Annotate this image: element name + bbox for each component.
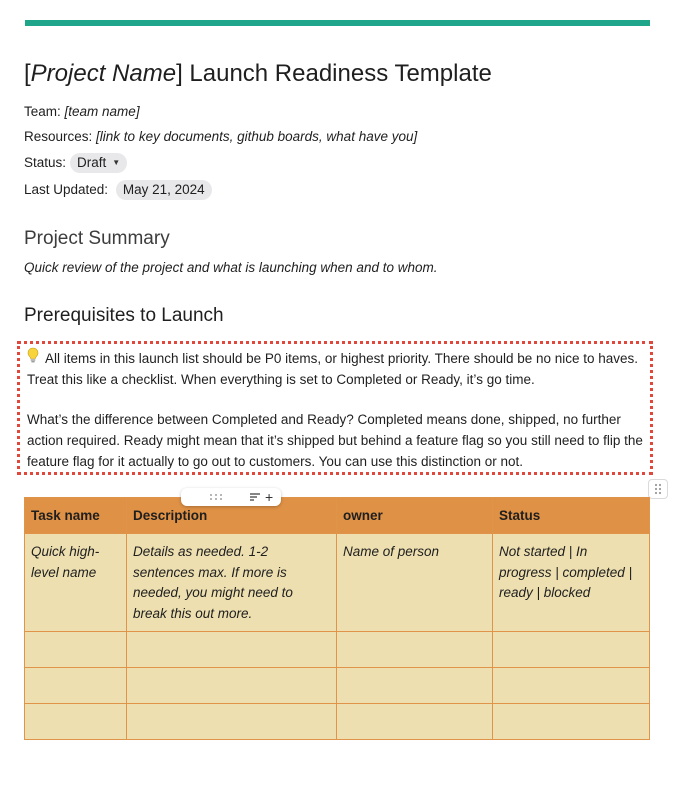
table-cell[interactable] [127,632,337,668]
chevron-down-icon: ▼ [112,158,121,167]
status-dropdown[interactable] [70,153,127,173]
table-row [25,668,650,704]
table-cell[interactable] [127,704,337,740]
sort-icon[interactable] [249,491,261,503]
prerequisites-heading: Prerequisites to Launch [24,305,224,326]
page-title-text: Launch Readiness Template [182,60,492,87]
drag-handle[interactable] [648,479,668,499]
team-line [24,102,140,122]
updated-line [24,180,212,200]
table-row [25,534,650,632]
resources-value[interactable]: [link to key documents, github boards, what have you] [96,129,418,144]
status-label: Status: [24,155,67,170]
page-title[interactable]: [Project Name] Launch Readiness Template [24,60,492,87]
table-row [25,632,650,668]
table-cell[interactable] [493,704,650,740]
date-chip[interactable]: May 21, 2024 [116,180,212,200]
table-cell[interactable] [127,668,337,704]
callout-paragraph-2: What’s the difference between Completed and Ready? Completed means done, shipped, no further action required. Ready might mean that it’s shipped but behind a feature flag so you still need to flip the feature flag for it actually to go out to customers. You can use this distinction or not. [27,412,643,469]
header-owner[interactable]: owner [337,498,493,534]
table-cell[interactable] [493,668,650,704]
table-cell[interactable] [25,704,127,740]
header-description[interactable]: Description [127,498,337,534]
cell-owner[interactable]: Name of person [337,534,493,632]
cell-status[interactable]: Not started | In progress | completed | ready | blocked [493,534,650,632]
grip-icon[interactable] [209,493,223,501]
table-cell[interactable] [25,668,127,704]
plus-icon[interactable]: + [265,489,274,505]
callout-text-1: All items in this launch list should be P0 items, or highest priority. There should be no nice to haves. Treat this like a checklist. When everything is set to Completed or Ready, it’s go time. [27,351,639,387]
header-task-name[interactable]: Task name [25,498,127,534]
callout-box[interactable] [17,341,653,475]
status-line [24,153,127,173]
header-accent-bar [25,20,650,26]
table-cell[interactable] [337,668,493,704]
table-cell[interactable] [25,632,127,668]
updated-label: Last Updated: [24,182,109,197]
project-name-placeholder: Project Name [30,60,177,87]
table-cell[interactable] [337,704,493,740]
column-toolbar [181,488,281,506]
grip-icon [649,480,667,498]
cell-description[interactable]: Details as needed. 1-2 sentences max. If more is needed, you might need to break this out more. [127,534,337,632]
table-header-row [25,498,650,534]
header-status[interactable]: Status [493,498,650,534]
team-value[interactable]: [team name] [64,104,140,119]
lightbulb-icon [27,347,39,369]
callout-paragraph-1 [27,347,653,390]
project-summary-text: Quick review of the project and what is launching when and to whom. [24,260,438,275]
resources-label: Resources: [24,129,93,144]
table-cell[interactable] [337,632,493,668]
team-label: Team: [24,104,61,119]
project-summary-heading: Project Summary [24,228,170,249]
resources-line [24,127,417,147]
cell-task-name[interactable]: Quick high-level name [25,534,127,632]
table-cell[interactable] [493,632,650,668]
launch-table [24,497,649,740]
status-value: Draft [77,155,107,170]
table-row [25,704,650,740]
